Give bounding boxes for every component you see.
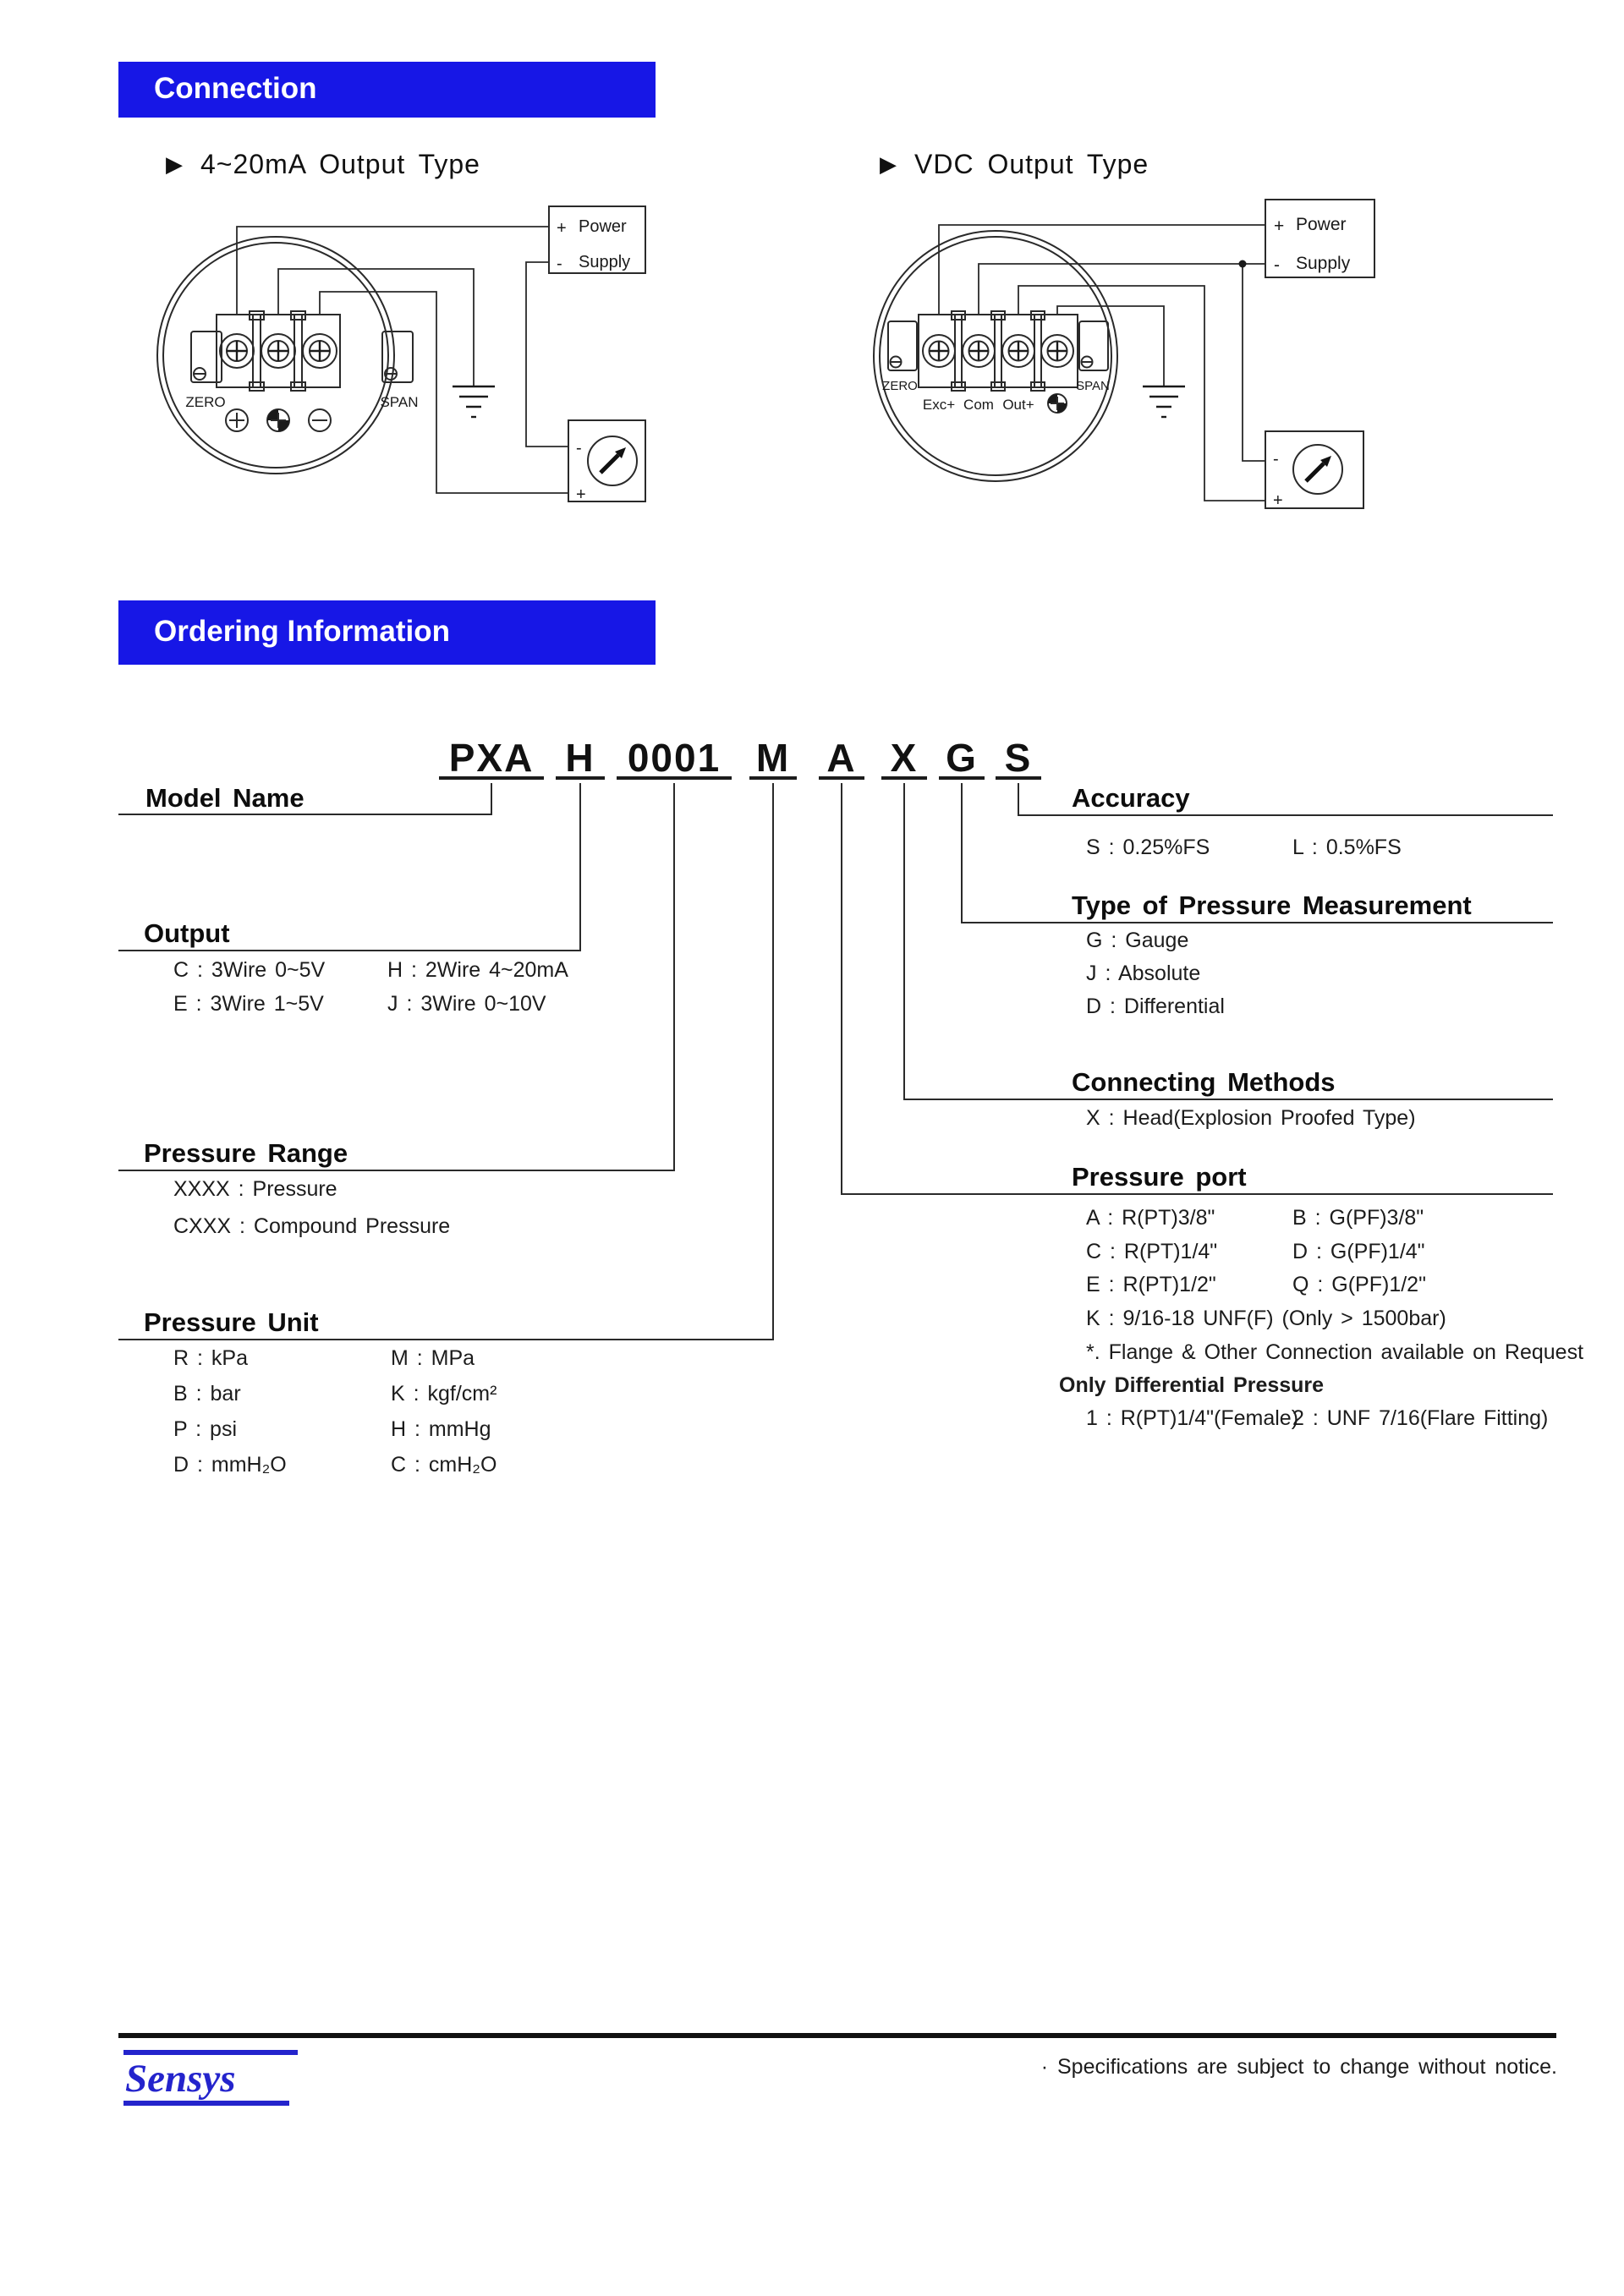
meter-icon xyxy=(1293,445,1342,494)
power-supply-minus: - xyxy=(1274,255,1280,275)
triangle-bullet-icon: ▶ xyxy=(166,151,184,177)
pressure-port-item-d: D : G(PF)1/4" xyxy=(1292,1240,1425,1263)
pressure-range-heading: Pressure Range xyxy=(144,1138,348,1168)
measurement-type-item-g: G : Gauge xyxy=(1086,929,1189,952)
earth-screw-icon xyxy=(1048,394,1067,413)
power-supply-plus: + xyxy=(1274,216,1285,236)
earth-screw-icon xyxy=(267,409,289,431)
connection-title: Connection xyxy=(154,72,317,105)
terminal-screw-icon xyxy=(1041,335,1073,367)
zero-adjust-box xyxy=(888,321,917,370)
terminal-label-out: Out+ xyxy=(1002,397,1034,413)
pressure-unit-item-m: M : MPa xyxy=(391,1346,475,1370)
pressure-port-item-1: 1 : R(PT)1/4"(Female) xyxy=(1086,1406,1299,1430)
pressure-port-item-e: E : R(PT)1/2" xyxy=(1086,1273,1216,1296)
meter-minus: - xyxy=(1273,450,1279,469)
meter-box xyxy=(568,420,645,504)
meter-icon xyxy=(588,436,637,485)
logo-wordmark: Sensys xyxy=(125,2057,236,2101)
terminal-screw-icon xyxy=(963,335,995,367)
pressure-range-item-cxxx: CXXX : Compound Pressure xyxy=(173,1214,451,1238)
pressure-unit-item-c: C : cmH₂O xyxy=(391,1453,497,1477)
triangle-bullet-icon: ▶ xyxy=(880,151,897,177)
power-supply-plus: + xyxy=(557,219,567,238)
output-item-j: J : 3Wire 0~10V xyxy=(387,992,546,1016)
terminal-screw-icon xyxy=(220,334,254,368)
output-item-h: H : 2Wire 4~20mA xyxy=(387,958,568,982)
terminal-screw-icon xyxy=(1002,335,1034,367)
code-segment-connect: X xyxy=(881,736,927,780)
pressure-port-item-q: Q : G(PF)1/2" xyxy=(1292,1273,1426,1296)
code-segment-unit: M xyxy=(749,736,797,780)
accuracy-heading: Accuracy xyxy=(1072,783,1190,813)
wiring-diagram-vdc xyxy=(871,193,1429,527)
zero-label: ZERO xyxy=(185,394,226,410)
terminal-screw-icon xyxy=(923,335,955,367)
pressure-unit-item-b: B : bar xyxy=(173,1382,241,1406)
wire-junction-dot xyxy=(1239,260,1247,268)
wire-supply-minus-to-meter-minus xyxy=(526,262,568,447)
pressure-unit-item-d: D : mmH₂O xyxy=(173,1453,287,1477)
output-item-e: E : 3Wire 1~5V xyxy=(173,992,324,1016)
wire-case-to-ground xyxy=(278,269,474,386)
footer-note: · Specifications are subject to change without notice. xyxy=(1040,2055,1557,2079)
pressure-port-diff-title: Only Differential Pressure xyxy=(1059,1373,1325,1397)
wire-com-to-supply-minus xyxy=(979,264,1265,315)
code-segment-accuracy: S xyxy=(996,736,1041,780)
terminal-block xyxy=(919,311,1078,391)
zero-label: ZERO xyxy=(882,379,918,393)
output-heading: Output xyxy=(144,918,230,948)
pressure-port-item-a: A : R(PT)3/8" xyxy=(1086,1206,1215,1230)
section-header-ordering xyxy=(118,600,656,665)
accuracy-item-s: S : 0.25%FS xyxy=(1086,836,1210,859)
earth-ground-symbol xyxy=(1143,386,1185,417)
wire-plus-to-supply xyxy=(237,227,549,315)
wire-exc-to-supply-plus xyxy=(939,225,1265,315)
meter-minus: - xyxy=(576,439,582,458)
ordering-title: Ordering Information xyxy=(154,615,450,648)
output-item-c: C : 3Wire 0~5V xyxy=(173,958,326,982)
power-supply-minus: - xyxy=(557,255,562,273)
wire-com-to-meter-minus xyxy=(1243,264,1265,461)
power-supply-label-line2: Supply xyxy=(579,253,631,271)
pressure-unit-item-h: H : mmHg xyxy=(391,1417,491,1441)
meter-plus: + xyxy=(1273,491,1283,510)
terminal-screw-icon xyxy=(261,334,295,368)
diagram-title-4-20ma-label: 4~20mA Output Type xyxy=(200,149,480,179)
sensys-logo xyxy=(123,2050,298,2106)
pressure-unit-item-k: K : kgf/cm² xyxy=(391,1382,497,1406)
power-supply-label-line2: Supply xyxy=(1296,254,1351,273)
diagram-title-vdc-label: VDC Output Type xyxy=(914,149,1149,179)
wiring-diagram-4-20ma xyxy=(118,193,677,527)
pressure-port-heading: Pressure port xyxy=(1072,1162,1247,1192)
minus-terminal-icon xyxy=(309,409,331,431)
accuracy-item-l: L : 0.5%FS xyxy=(1292,836,1402,859)
span-label: SPAN xyxy=(380,394,419,410)
pressure-port-item-2: 2 : UNF 7/16(Flare Fitting) xyxy=(1292,1406,1549,1430)
connecting-methods-heading: Connecting Methods xyxy=(1072,1067,1336,1097)
diagram-title-vdc xyxy=(880,149,1149,180)
measurement-type-item-d: D : Differential xyxy=(1086,995,1225,1018)
wire-out-to-meter-plus xyxy=(320,292,568,493)
footer-rule xyxy=(118,2033,1556,2038)
power-supply-box xyxy=(1265,200,1374,277)
plus-terminal-icon xyxy=(226,409,248,431)
power-supply-label-line1: Power xyxy=(1296,215,1347,234)
code-segment-model: PXA xyxy=(439,736,544,780)
pressure-unit-item-r: R : kPa xyxy=(173,1346,248,1370)
pressure-unit-item-p: P : psi xyxy=(173,1417,238,1441)
pressure-port-note: *. Flange & Other Connection available on Request xyxy=(1086,1340,1584,1364)
connector-pressure-unit xyxy=(118,783,773,1340)
code-segment-range: 0001 xyxy=(617,736,732,780)
meter-plus: + xyxy=(576,485,586,504)
logo-bottom-bar xyxy=(123,2101,289,2106)
terminal-block xyxy=(217,311,340,391)
connector-connecting-methods xyxy=(904,783,1553,1099)
pressure-range-item-xxxx: XXXX : Pressure xyxy=(173,1177,337,1201)
section-header-connection xyxy=(118,62,656,118)
terminal-screw-icon xyxy=(303,334,337,368)
pressure-port-item-k: K : 9/16-18 UNF(F) (Only > 1500bar) xyxy=(1086,1307,1446,1330)
power-supply-box xyxy=(549,206,645,273)
pressure-port-item-c: C : R(PT)1/4" xyxy=(1086,1240,1218,1263)
measurement-type-heading: Type of Pressure Measurement xyxy=(1072,890,1472,920)
meter-box xyxy=(1265,431,1363,510)
diagram-title-4-20ma xyxy=(166,149,480,180)
terminal-label-com: Com xyxy=(963,397,994,413)
code-segment-output: H xyxy=(556,736,605,780)
span-adjust-box xyxy=(1079,321,1108,370)
model-name-heading: Model Name xyxy=(145,783,304,813)
pressure-unit-heading: Pressure Unit xyxy=(144,1307,319,1337)
wire-out-to-meter-plus xyxy=(1018,286,1265,501)
terminal-label-exc: Exc+ xyxy=(922,397,956,413)
measurement-type-item-j: J : Absolute xyxy=(1086,962,1201,985)
transmitter-head-outline xyxy=(157,237,394,474)
earth-ground-symbol xyxy=(453,386,495,417)
connecting-methods-item-x: X : Head(Explosion Proofed Type) xyxy=(1086,1106,1416,1130)
code-segment-port: A xyxy=(819,736,864,780)
span-label: SPAN xyxy=(1076,379,1110,393)
pressure-port-item-b: B : G(PF)3/8" xyxy=(1292,1206,1424,1230)
power-supply-label-line1: Power xyxy=(579,217,627,236)
code-segment-type: G xyxy=(939,736,985,780)
